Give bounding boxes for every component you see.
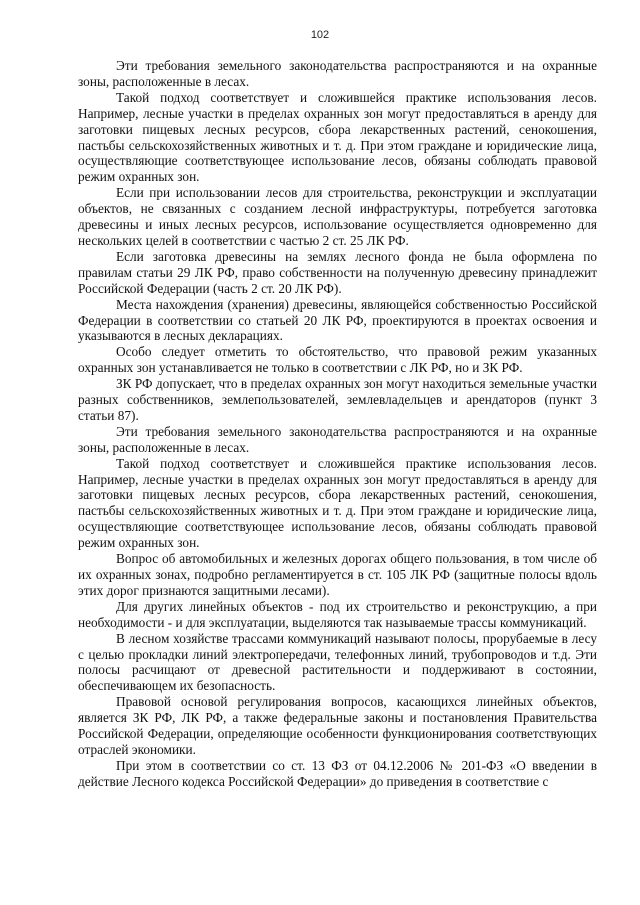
paragraph-11: Для других линейных объектов - под их строительство и реконструкцию, а при необходимости - и для эксплуатации, выделяются так называемые трассы коммуникаций. (78, 598, 597, 630)
paragraph-9: Такой подход соответствует и сложившейся практике использования лесов. Например, лесные участки в пределах охранных зон могут предоставляться в аренду для заготовки пищевых лесных ресурсов, сбора лекарственных растений, сенокошения, пастьбы сельскохозяйственных животных и т. д. При этом граждане и юридические лица, осуществляющие соответствующее использование лесов, обязаны соблюдать правовой режим охранных зон. (78, 455, 597, 551)
paragraph-10: Вопрос об автомобильных и железных дорогах общего пользования, в том числе об их охранных зонах, подробно регламентируется в ст. 105 ЛК РФ (защитные полосы вдоль этих дорог признаются защитными лесами). (78, 551, 597, 598)
paragraph-13: Правовой основой регулирования вопросов, касающихся линейных объектов, является ЗК РФ, ЛК РФ, а также федеральные законы и постановления Правительства Российской Федерации, определяющие особенности функционирования соответствующих отраслей экономики. (78, 694, 597, 757)
paragraph-2: Такой подход соответствует и сложившейся практике использования лесов. Например, лесные участки в пределах охранных зон могут предоставляться в аренду для заготовки пищевых лесных ресурсов, сбора лекарственных растений, сенокошения, пастьбы сельскохозяйственных животных и т. д. При этом граждане и юридические лица, осуществляющие соответствующее использование лесов, обязаны соблюдать правовой режим охранных зон. (78, 89, 597, 185)
paragraph-6: Особо следует отметить то обстоятельство, что правовой режим указанных охранных зон устанавливается не только в соответствии с ЛК РФ, но и ЗК РФ. (78, 344, 597, 376)
paragraph-12: В лесном хозяйстве трассами коммуникаций называют полосы, прорубаемые в лесу с целью прокладки линий электропередачи, телефонных линий, трубопроводов и т.д. Эти полосы расчищают от древесной растительности и поддерживают в состоянии, обеспечивающем их безопасность. (78, 630, 597, 694)
paragraph-5: Места нахождения (хранения) древесины, являющейся собственностью Российской Федерации в соответствии со статьей 20 ЛК РФ, проектируются в проектах освоения и указываются в лесных декларациях. (78, 296, 597, 344)
paragraph-8: Эти требования земельного законодательства распространяются и на охранные зоны, расположенные в лесах. (78, 423, 597, 455)
paragraph-7: ЗК РФ допускает, что в пределах охранных зон могут находиться земельные участки разных собственников, землепользователей, землевладельцев и арендаторов (пункт 3 статьи 87). (78, 376, 597, 423)
page-number: 102 (310, 29, 330, 41)
paragraph-14: При этом в соответствии со ст. 13 ФЗ от 04.12.2006 № 201-ФЗ «О введении в действие Лесного кодекса Российской Федерации» до приведения в соответствие с (78, 757, 597, 789)
paragraph-4: Если заготовка древесины на землях лесного фонда не была оформлена по правилам статьи 29 ЛК РФ, право собственности на полученную древесину принадлежит Российской Федерации (часть 2 ст. 20 ЛК РФ). (78, 248, 597, 296)
paragraph-1: Эти требования земельного законодательства распространяются и на охранные зоны, расположенные в лесах. (78, 58, 597, 89)
body-text (78, 58, 597, 790)
paragraph-3: Если при использовании лесов для строительства, реконструкции и эксплуатации объектов, не связанных с созданием лесной инфраструктуры, потребуется заготовка древесины и иных лесных ресурсов, использование осуществляется одновременно для нескольких целей в соответствии с частью 2 ст. 25 ЛК РФ. (78, 185, 597, 248)
